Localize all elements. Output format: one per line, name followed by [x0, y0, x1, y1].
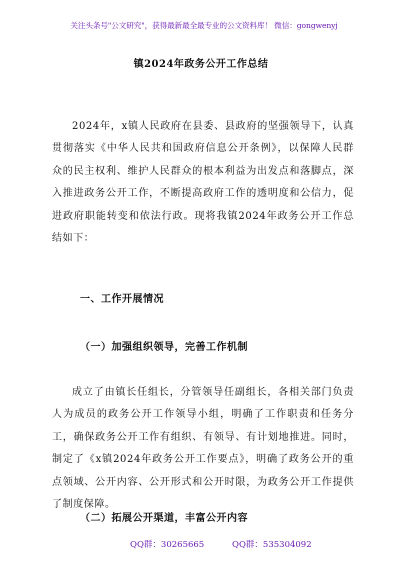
footer-contact	[0, 538, 408, 552]
intro-paragraph: 2024年，x镇人民政府在县委、县政府的坚强领导下，认真贯彻落实《中华人民共和国政府信息公开条例》，以保障人民群众的民主权利、维护人民群众的根本利益为出发点和落脚点，深入推进政务公开工作，不断提高政府工作的透明度和公信力，促进政府职能转变和依法行政。现将我镇2024年政务公开工作总结如下：	[52, 121, 354, 245]
subsection-1-paragraph: 成立了由镇长任组长，分管领导任副组长，各相关部门负责人为成员的政务公开工作领导小组，明确了工作职责和任务分工，确保政务公开工作有组织、有领导、有计划地推进。同时，制定了《x镇2024年政务公开工作要点》，明确了政务公开的重点领域、公开内容、公开形式和公开时限，为政务公开工作提供了制度保障。	[52, 387, 354, 511]
footer-qq-group-left: QQ群：30265665	[130, 540, 205, 550]
section-heading-1: 一、工作开展情况	[80, 294, 164, 305]
subsection-heading-2: （二）拓展公开渠道，丰富公开内容	[80, 513, 248, 524]
document-title: 镇2024年政务公开工作总结	[133, 59, 269, 70]
footer-qq-group-right: QQ群：535304092	[232, 540, 312, 550]
top-banner: 关注头条号"公文研究"，获得最新最全最专业的公文资料库！ 微信：gongwenyj	[70, 21, 338, 30]
subsection-heading-1: （一）加强组织领导，完善工作机制	[80, 342, 248, 353]
